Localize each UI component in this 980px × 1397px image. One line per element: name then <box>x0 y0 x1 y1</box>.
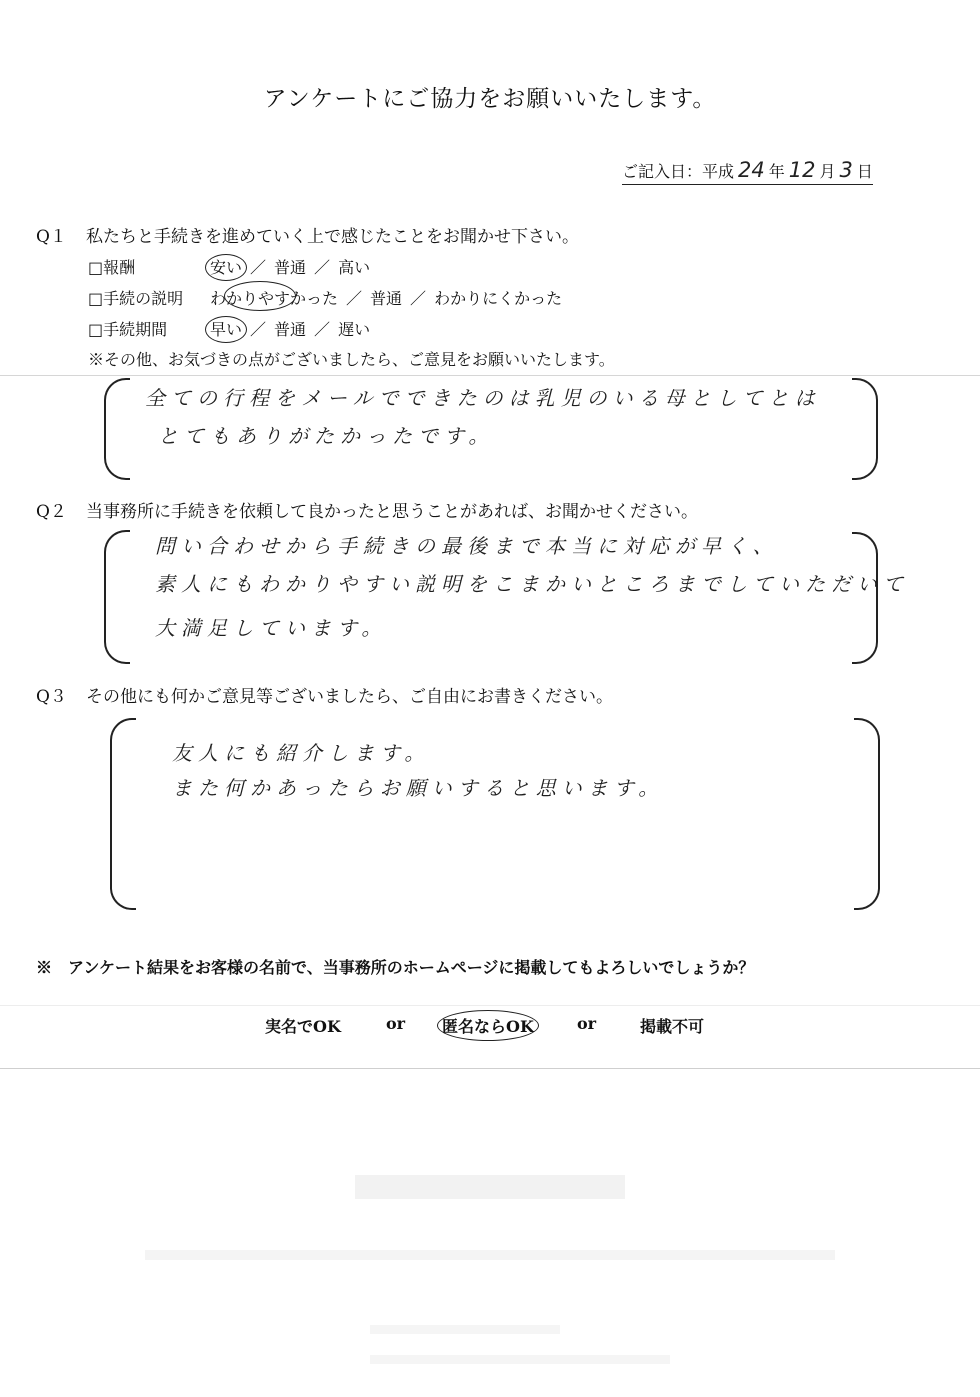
date-day: 3 <box>839 158 853 182</box>
q3-answer-line-2: また何かあったらお願いすると思います。 <box>172 776 665 800</box>
q2-text: 当事務所に手続きを依頼して良かったと思うことがあれば、お聞かせください。 <box>86 502 698 522</box>
period-choice-fast[interactable]: 早い <box>210 320 243 339</box>
q1-answer-bracket-left <box>104 378 130 480</box>
date-label: ご記入日：平成 <box>622 162 735 181</box>
bleed-through-line <box>370 1355 670 1364</box>
q2-answer-line-1: 問い合わせから手続きの最後まで本当に対応が早く、 <box>155 534 779 558</box>
q3-question <box>36 682 613 707</box>
q1-answer-line-2: とてもありがたかったです。 <box>158 424 495 448</box>
q1-answer-bracket-right <box>852 378 878 480</box>
scan-line <box>0 375 980 376</box>
q1-note: ※その他、お気づきの点がございましたら、ご意見をお願いいたします。 <box>88 350 615 369</box>
publish-question: ※ アンケート結果をお客様の名前で、当事務所のホームページに掲載してもよろしいでしょうか？ <box>36 958 755 977</box>
fee-choice-normal[interactable]: 普通 <box>274 258 307 277</box>
bleed-through-line <box>370 1325 560 1334</box>
q1-text: 私たちと手続きを進めていく上で感じたことをお聞かせ下さい。 <box>86 227 579 247</box>
explanation-choice-normal[interactable]: 普通 <box>370 289 403 308</box>
date-day-unit: 日 <box>856 162 873 181</box>
or-separator-2: or <box>577 1014 597 1033</box>
q3-text: その他にも何かご意見等ございましたら、ご自由にお書きください。 <box>86 687 613 707</box>
scan-line-2 <box>0 1005 980 1006</box>
date-year-unit: 年 <box>768 162 785 181</box>
q2-answer-line-2: 素人にもわかりやすい説明をこまかいところまでしていただいて <box>155 572 909 596</box>
q3-answer-bracket-left <box>110 718 136 910</box>
option-anonymous[interactable]: 匿名ならOK <box>442 1014 534 1037</box>
q1-item-explanation: □手続の説明 わかりやすかった ／ 普通 ／ わかりにくかった <box>88 286 562 309</box>
period-choice-normal[interactable]: 普通 <box>274 320 307 339</box>
option-not-allowed[interactable]: 掲載不可 <box>640 1017 705 1036</box>
entry-date <box>622 158 873 185</box>
q2-question <box>36 497 698 522</box>
explanation-choice-unclear[interactable]: わかりにくかった <box>434 289 563 308</box>
q2-answer-line-3: 大満足しています。 <box>155 616 388 640</box>
q1-item-fee: □報酬 安い ／ 普通 ／ 高い <box>88 255 370 278</box>
bleed-through-heading <box>355 1175 625 1199</box>
date-month: 12 <box>788 158 816 182</box>
q3-answer-line-1: 友人にも紹介します。 <box>172 741 431 765</box>
page-edge-line <box>0 1068 980 1069</box>
date-month-unit: 月 <box>819 162 836 181</box>
or-separator-1: or <box>386 1014 406 1033</box>
q1-answer-line-1: 全ての行程をメールでできたのは乳児のいる母としてとは <box>145 386 821 410</box>
q3-answer-bracket-right <box>854 718 880 910</box>
q2-number: Q２ <box>36 502 67 522</box>
fee-label: □報酬 <box>88 258 136 277</box>
fee-choice-cheap[interactable]: 安い <box>210 258 243 277</box>
date-year: 24 <box>738 158 765 182</box>
period-label: □手続期間 <box>88 320 168 339</box>
period-choice-slow[interactable]: 遅い <box>338 320 371 339</box>
bleed-through-line <box>145 1250 835 1260</box>
q2-answer-bracket-right <box>852 532 878 664</box>
q1-number: Q１ <box>36 227 67 247</box>
q2-answer-bracket-left <box>104 530 130 664</box>
q3-number: Q３ <box>36 687 67 707</box>
survey-title: アンケートにご協力をお願いいたします。 <box>263 86 717 112</box>
q1-question <box>36 222 579 247</box>
explanation-label: □手続の説明 <box>88 289 184 308</box>
option-real-name[interactable]: 実名でOK <box>265 1017 341 1036</box>
q1-item-period: □手続期間 早い ／ 普通 ／ 遅い <box>88 317 370 340</box>
explanation-circle-mark <box>224 281 296 311</box>
fee-choice-high[interactable]: 高い <box>338 258 371 277</box>
explanation-choice-clear[interactable]: わかりやすかった <box>210 289 339 308</box>
